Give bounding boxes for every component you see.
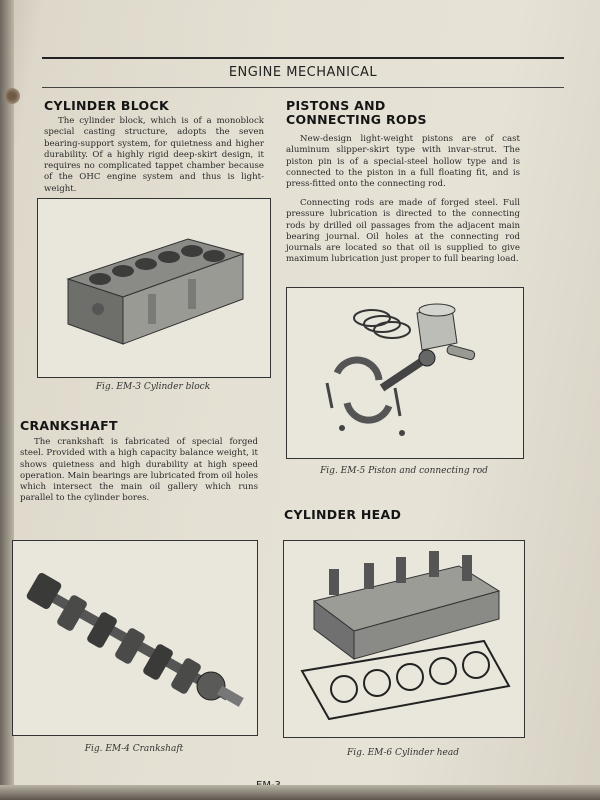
page-header: ENGINE MECHANICAL xyxy=(228,65,378,80)
cylinder-block-text: The cylinder block, which is of a monoblock special casting structure, adopts the seven bearing-support system, for quietness and higher durability. Of a highly rigid deep-skirt design, it requires no complicated tappet chamber because of the OHC engine system and thus is light-weight. xyxy=(44,116,264,194)
cylinder-head-caption: Fig. EM-6 Cylinder head xyxy=(346,748,460,758)
pistons-heading-line2: CONNECTING RODS xyxy=(286,112,427,127)
crankshaft-caption: Fig. EM-4 Crankshaft xyxy=(84,744,184,754)
header-rule-top xyxy=(42,57,564,59)
crankshaft-heading: CRANKSHAFT xyxy=(20,418,118,433)
crankshaft-figure xyxy=(12,540,258,736)
cylinder-block-caption: Fig. EM-3 Cylinder block xyxy=(95,382,211,392)
cylinder-block-heading: CYLINDER BLOCK xyxy=(44,98,169,113)
bottom-shadow xyxy=(0,785,600,800)
header-rule-bottom xyxy=(42,87,564,88)
piston-illustration xyxy=(287,288,523,458)
pistons-heading-line1: PISTONS AND xyxy=(286,98,386,113)
cylinder-head-illustration xyxy=(284,541,524,737)
piston-caption: Fig. EM-5 Piston and connecting rod xyxy=(320,466,488,476)
pistons-text-1: New-design light-weight pistons are of cast aluminum slipper-skirt type with invar-strut. The piston pin is of a special-steel hollow type and is connected to the piston in a full floating fit, and is press-fitted onto the connecting rod. xyxy=(286,134,520,190)
cylinder-block-figure xyxy=(37,198,271,378)
punch-hole xyxy=(4,88,20,104)
piston-figure xyxy=(286,287,524,459)
cylinder-head-heading: CYLINDER HEAD xyxy=(284,507,402,522)
crankshaft-illustration xyxy=(13,541,257,735)
pistons-text-2: Connecting rods are made of forged steel. Full pressure lubrication is directed to the connecting rods by drilled oil passages from the adjacent main bearing journal. Oil holes at the connecting rod journals are located so that oil is supplied to give maximum lubrication just proper to full bearing load. xyxy=(286,198,520,265)
cylinder-head-figure xyxy=(283,540,525,738)
crankshaft-text: The crankshaft is fabricated of special forged steel. Provided with a high capacity balance weight, it shows quietness and high durability at high speed operation. Main bearings are lubricated from oil holes which intersect the main oil gallery which runs parallel to the cylinder bores. xyxy=(20,437,258,504)
cylinder-block-illustration xyxy=(38,199,270,377)
